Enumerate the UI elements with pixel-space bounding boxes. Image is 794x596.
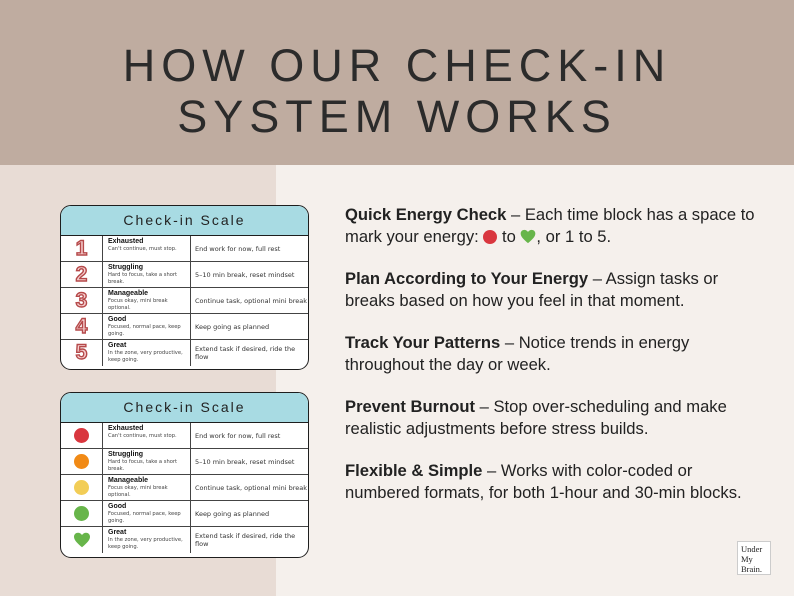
action-cell: Extend task if desired, ride the flow [195,345,296,361]
red-circle-icon [61,423,103,448]
table-row [61,423,308,449]
table-row [61,314,308,340]
paragraph-plan-energy: Plan According to Your Energy – Assign tasks or breaks based on how you feel in that moment. [345,269,719,310]
action-cell: Keep going as planned [195,509,270,518]
paragraph-prevent-burnout: Prevent Burnout – Stop over-scheduling and make realistic adjustments before stress builds. [345,397,727,438]
red-circle-icon [483,230,497,244]
paragraph-flexible-simple: Flexible & Simple – Works with color-coded or numbered formats, for both 1-hour and 30-min blocks. [345,461,742,502]
number-2-icon: 2 [61,262,103,287]
checkin-scale-card-colors [60,392,309,558]
page-title-line-2: SYSTEM WORKS [177,91,617,142]
green-circle-icon [61,501,103,526]
level-cell: Great In the zone, very productive, keep going. [103,527,191,553]
card-title: Check-in Scale [61,393,308,423]
action-cell: Keep going as planned [195,322,270,331]
table-row [61,340,308,366]
table-row [61,449,308,475]
table-row [61,475,308,501]
action-cell: 5–10 min break, reset mindset [195,270,295,279]
number-1-icon: 1 [61,236,103,261]
yellow-circle-icon [61,475,103,500]
action-cell: Extend task if desired, ride the flow [195,532,296,548]
level-cell: Manageable Focus okay, mini break optional. [103,475,191,500]
page-title-line-1: HOW OUR CHECK-IN [122,40,672,91]
action-cell: End work for now, full rest [195,244,281,253]
level-cell: Good Focused, normal pace, keep going. [103,501,191,526]
card-title: Check-in Scale [61,206,308,236]
green-heart-icon [520,229,536,244]
action-cell: 5–10 min break, reset mindset [195,457,295,466]
level-cell: Exhausted Can't continue, must stop. [103,423,191,448]
orange-circle-icon [61,449,103,474]
table-row [61,262,308,288]
paragraph-track-patterns: Track Your Patterns – Notice trends in energy throughout the day or week. [345,333,690,374]
action-cell: End work for now, full rest [195,431,281,440]
table-row [61,236,308,262]
level-cell: Struggling Hard to focus, take a short break. [103,449,191,474]
action-cell: Continue task, optional mini break [195,483,308,492]
brand-logo: Under My Brain. [737,541,771,575]
level-cell: Exhausted Can't continue, must stop. [103,236,191,261]
number-5-icon: 5 [61,340,103,366]
paragraph-quick-energy-check: Quick Energy Check – Each time block has a space to mark your energy: to , or 1 to 5. [345,205,755,246]
header-banner [0,0,794,165]
table-row [61,527,308,553]
level-cell: Great In the zone, very productive, keep going. [103,340,191,366]
level-cell: Good Focused, normal pace, keep going. [103,314,191,339]
table-row [61,501,308,527]
action-cell: Continue task, optional mini break [195,296,308,305]
number-4-icon: 4 [61,314,103,339]
level-cell: Struggling Hard to focus, take a short break. [103,262,191,287]
table-row [61,288,308,314]
green-heart-icon [61,527,103,553]
number-3-icon: 3 [61,288,103,313]
checkin-scale-card-numbers [60,205,309,370]
level-cell: Manageable Focus okay, mini break optional. [103,288,191,313]
explanation-column [345,204,765,524]
